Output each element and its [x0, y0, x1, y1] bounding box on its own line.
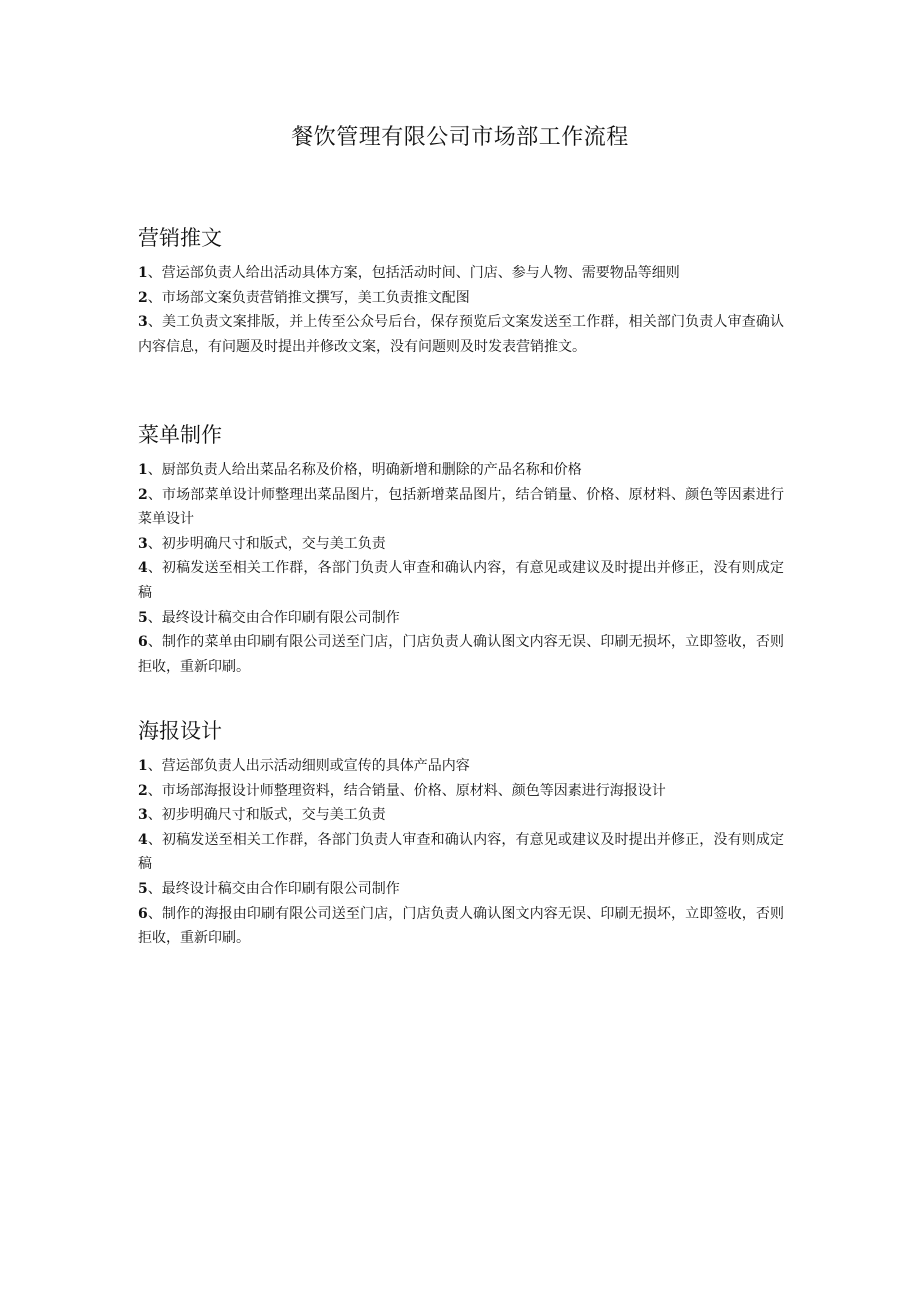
document-title: 餐饮管理有限公司市场部工作流程 — [291, 125, 629, 150]
step-item — [138, 803, 784, 828]
step-item — [138, 310, 784, 359]
step-item — [138, 606, 784, 631]
step-number: 2 — [138, 289, 148, 306]
section-heading: 海报设计 — [138, 719, 222, 743]
step-item — [138, 532, 784, 557]
step-number: 3 — [138, 807, 148, 824]
step-item — [138, 902, 784, 951]
step-number: 6 — [138, 905, 148, 922]
step-number: 1 — [138, 758, 148, 774]
step-item — [138, 483, 784, 532]
section-poster-design — [138, 716, 784, 951]
step-text: 、初稿发送至相关工作群，各部门负责人审查和确认内容，有意见或建议及时提出并修正，没有则成定稿 — [138, 560, 784, 601]
step-text: 、市场部文案负责营销推文撰写，美工负责推文配图 — [147, 289, 470, 306]
step-number: 5 — [138, 609, 148, 626]
step-item — [138, 828, 784, 877]
step-number: 1 — [138, 462, 148, 478]
step-text: 、制作的海报由印刷有限公司送至门店，门店负责人确认图文内容无误、印刷无损坏，立即签收，否则拒收，重新印刷。 — [138, 905, 784, 947]
step-item — [138, 754, 784, 779]
step-item — [138, 286, 784, 311]
step-number: 2 — [138, 782, 148, 799]
step-text: 、初步明确尺寸和版式，交与美工负责 — [147, 807, 386, 824]
step-item — [138, 877, 784, 902]
step-text: 、市场部海报设计师整理资料，结合销量、价格、原材料、颜色等因素进行海报设计 — [147, 782, 666, 799]
section-menu-production — [138, 420, 784, 679]
step-text: 、厨部负责人给出菜品名称及价格，明确新增和删除的产品名称和价格 — [147, 462, 582, 478]
section-heading: 菜单制作 — [138, 423, 222, 447]
step-item — [138, 261, 784, 286]
step-text: 、最终设计稿交由合作印刷有限公司制作 — [147, 609, 400, 626]
step-text: 、营运部负责人出示活动细则或宣传的具体产品内容 — [147, 758, 470, 774]
step-number: 3 — [138, 314, 148, 331]
section-heading: 营销推文 — [138, 226, 222, 250]
step-item — [138, 458, 784, 483]
step-number: 1 — [138, 265, 148, 281]
step-text: 、市场部菜单设计师整理出菜品图片，包括新增菜品图片，结合销量、价格、原材料、颜色等因素进行菜单设计 — [138, 486, 784, 528]
step-number: 6 — [138, 634, 148, 651]
step-text: 、最终设计稿交由合作印刷有限公司制作 — [147, 880, 400, 897]
step-number: 4 — [138, 560, 148, 577]
step-number: 2 — [138, 486, 148, 503]
step-number: 3 — [138, 535, 148, 552]
step-number: 5 — [138, 880, 148, 897]
step-number: 4 — [138, 831, 148, 848]
step-text: 、美工负责文案排版，并上传至公众号后台，保存预览后文案发送至工作群，相关部门负责人审查确认内容信息，有问题及时提出并修改文案，没有问题则及时发表营销推文。 — [138, 314, 784, 355]
step-text: 、初步明确尺寸和版式，交与美工负责 — [147, 535, 386, 552]
step-item — [138, 556, 784, 605]
step-text: 、初稿发送至相关工作群，各部门负责人审查和确认内容，有意见或建议及时提出并修正，没有则成定稿 — [138, 831, 784, 873]
step-text: 、营运部负责人给出活动具体方案，包括活动时间、门店、参与人物、需要物品等细则 — [147, 265, 680, 281]
step-text: 、制作的菜单由印刷有限公司送至门店，门店负责人确认图文内容无误、印刷无损坏，立即签收，否则拒收，重新印刷。 — [138, 634, 784, 675]
section-marketing-post — [138, 223, 784, 359]
step-item — [138, 779, 784, 804]
step-item — [138, 630, 784, 679]
